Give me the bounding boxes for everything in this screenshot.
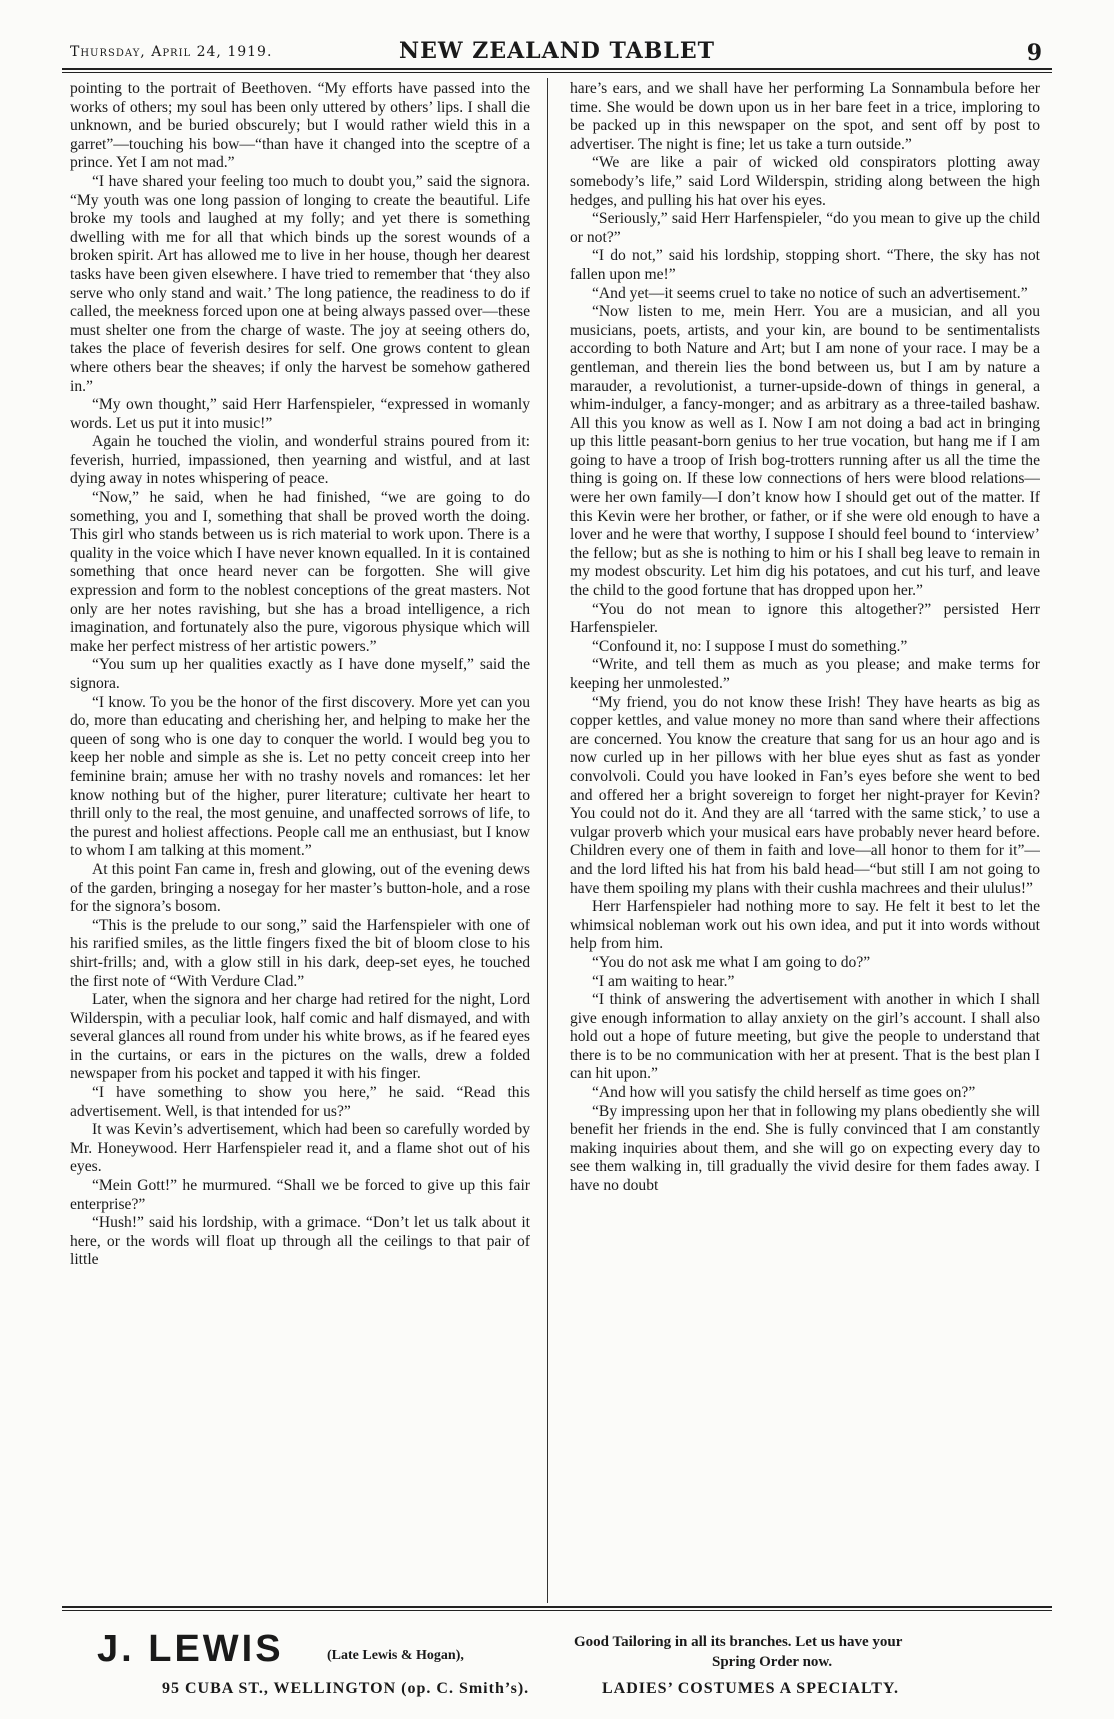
issue-date: Thursday, April 24, 1919. xyxy=(70,44,273,60)
paragraph: pointing to the portrait of Beethoven. “My efforts have passed into the works of others; my soul has been only uttered by others’ lips. I shall die unknown, and be buried obscurely; but I would rather wield this in a garret”—touching his bow—“than have it changed into the sceptre of a prince. Yet I am not mad.” xyxy=(70,80,530,172)
paragraph: It was Kevin’s advertisement, which had been so carefully worded by Mr. Honeywood. Herr Harfenspieler read it, and a flame shot out of his eyes. xyxy=(70,1121,530,1176)
paragraph: hare’s ears, and we shall have her performing La Sonnambula before her time. She would be down upon us in her bare feet in a trice, imploring to be packed up in this newspaper on the spot, and sent off by post to advertiser. The night is fine; let us take a turn outside.” xyxy=(570,80,1040,153)
paragraph: “I am waiting to hear.” xyxy=(592,972,735,990)
paragraph: “You do not mean to ignore this altogether?” persisted Herr Harfenspieler. xyxy=(570,600,1040,637)
paragraph: “We are like a pair of wicked old conspirators plotting away somebody’s life,” said Lord Wilderspin, striding along between the high hedges, and pulling his hat over his eyes. xyxy=(570,154,1040,209)
page-header xyxy=(62,38,1052,66)
paragraph: “Mein Gott!” he murmured. “Shall we be forced to give up this fair enterprise?” xyxy=(70,1177,530,1213)
paragraph: “I do not,” said his lordship, stopping short. “There, the sky has not fallen upon me!” xyxy=(570,247,1040,283)
left-column xyxy=(70,80,530,1590)
advert-line-1: Good Tailoring in all its branches. Let us have your xyxy=(574,1634,903,1650)
header-rule xyxy=(62,68,1052,70)
paragraph: “Write, and tell them as much as you please; and make terms for keeping her unmolested.” xyxy=(570,656,1040,692)
paragraph: “I know. To you be the honor of the first discovery. More yet can you do, more than educating and cherishing her, and helping to make her the queen of song who is one day to conquer the world. I would beg you to keep her noble and simple as she is. Let no petty conceit creep into her feminine brain; amuse her with no trashy novels and romances: let her know nothing but of the higher, purer literature; cultivate her heart to thrill only to the real, the most genuine, and unaffected sorrows of life, to the purest and holiest affections. People call me an enthusiast, but I know to whom I am talking at this moment.” xyxy=(70,693,530,860)
paragraph: “Hush!” said his lordship, with a grimace. “Don’t let us talk about it here, or the words will float up through all the ceilings to that pair of little xyxy=(70,1214,530,1269)
advert-late: (Late Lewis & Hogan), xyxy=(327,1648,464,1663)
advert-name: J. LEWIS xyxy=(97,1628,284,1670)
paragraph: “Seriously,” said Herr Harfenspieler, “do you mean to give up the child or not?” xyxy=(570,210,1040,246)
paragraph: “By impressing upon her that in following my plans obediently she will benefit her friends in the end. She is fully convinced that I am constantly making inquiries about them, and she will go on expecting every day to see them walking in, till gradually the vivid desire for them fades away. I have no doubt xyxy=(570,1102,1040,1195)
advert-address: 95 CUBA ST., WELLINGTON (op. C. Smith’s). xyxy=(162,1680,530,1697)
paragraph: “I think of answering the advertisement with another in which I shall give enough information to allay anxiety on the girl’s account. I shall also hold out a hope of future meeting, but give the people to understand that there is to be no communication with her at present. That is the best plan I can hit upon.” xyxy=(570,991,1040,1083)
header-rule-thin xyxy=(62,72,1052,73)
paragraph: “My own thought,” said Herr Harfenspieler, “expressed in womanly words. Let us put it into music!” xyxy=(70,396,530,432)
right-column xyxy=(570,80,1040,1590)
publication-title: NEW ZEALAND TABLET xyxy=(399,38,715,64)
paragraph: “I have shared your feeling too much to doubt you,” said the signora. “My youth was one long passion of longing to create the beautiful. Life broke my tools and laughed at my folly; and yet there is something dwelling with me for all that which binds up the sorest wounds of a broken spirit. Art has allowed me to live in her house, though her dearest tasks have been given elsewhere. I have tried to remember that ‘they also serve who only stand and wait.’ The long patience, the readiness to do if called, the meekness forced upon one at being always passed over—these must shelter one from the charge of waste. The joy at seeing others do, takes the place of feverish desires for self. One grows content to glean where others bear the sheaves; if only the harvest be somehow gathered in.” xyxy=(70,172,530,395)
paragraph: “Now,” he said, when he had finished, “we are going to do something, you and I, something that shall be proved worth the doing. This girl who stands between us is rich material to work upon. There is a quality in the voice which I have never known equalled. In it is contained something that once heard never can be forgotten. She will give expression and form to the noblest conceptions of the great masters. Not only are her notes ravishing, but she has a broad intelligence, a rich imagination, and fortunately also the pure, vigorous physique which will make her perfect mistress of her artistic powers.” xyxy=(70,489,530,655)
advert-rule xyxy=(62,1606,1052,1608)
paragraph: “And yet—it seems cruel to take no notice of such an advertisement.” xyxy=(592,284,1028,302)
paragraph: At this point Fan came in, fresh and glowing, out of the evening dews of the garden, bringing a nosegay for her master’s button-hole, and a rose for the signora’s bosom. xyxy=(70,860,530,916)
advertisement xyxy=(62,1614,1052,1709)
advert-line-2: Spring Order now. xyxy=(712,1654,833,1670)
paragraph: Later, when the signora and her charge had retired for the night, Lord Wilderspin, with a peculiar look, half comic and half dismayed, and with several glances all round from under his white brows, as if he feared eyes in the curtains, or ears in the pictures on the walls, drew a folded newspaper from his pocket and tapped it with his finger. xyxy=(70,991,530,1083)
paragraph: “Confound it, no: I suppose I must do something.” xyxy=(592,637,908,655)
page-number: 9 xyxy=(1026,40,1042,66)
paragraph: “Now listen to me, mein Herr. You are a musician, and all you musicians, poets, artists, and your kin, are bound to be sentimentalists according to both Nature and Art; but I am none of your race. I may be a gentleman, and therein lies the bond between us, but I am by nature a marauder, a revolutionist, a turner-upside-down of things in general, a whim-indulger, a fancy-monger; and as arbitrary as a three-tailed bashaw. All this you know as well as I. Now I am not doing a bad act in bringing up this little peasant-born genius to her true vocation, but hang me if I am going to have a troop of Irish bog-trotters running after us all the time the thing is going on. If these low connections of hers were blood relations—were her own family—I don’t know how I should get out of the matter. If this Kevin were her brother, or father, or if she were old enough to have a lover and he were that worthy, I suppose I should feel bound to ‘interview’ the fellow; but as she is nothing to him or his I shall beg leave to remain in my modest obscurity. Let him dig his potatoes, and cut his turf, and leave the child to the good fortune that has dropped upon her.” xyxy=(570,303,1040,600)
advert-line-3: LADIES’ COSTUMES A SPECIALTY. xyxy=(602,1680,899,1697)
paragraph: Again he touched the violin, and wonderful strains poured from it: feverish, hurried, impassioned, then yearning and wistful, and at last dying away in notes whispering of peace. xyxy=(70,433,530,488)
advert-rule-thin xyxy=(62,1610,1052,1611)
paragraph: “You do not ask me what I am going to do?” xyxy=(592,953,871,971)
paragraph: “I have something to show you here,” he said. “Read this advertisement. Well, is that intended for us?” xyxy=(70,1084,530,1120)
paragraph: “My friend, you do not know these Irish! They have hearts as big as copper kettles, and value money no more than sand where their affections are concerned. You know the creature that sang for us an hour ago and is now curled up in her pillows with her blue eyes shut as fast as yonder convolvoli. Could you have looked in Fan’s eyes before she went to bed and offered her a bright sovereign to forget her night-prayer for Kevin? You could not do it. And they are all ‘tarred with the same stick,’ to use a vulgar proverb which your musical ears have probably never heard before. Children every one of them in faith and love—all honor to them for it”—and the lord lifted his hat from his bald head—“but still I am not going to have them spoiling my plans with their cushla machrees and their ululus!” xyxy=(570,693,1040,897)
paragraph: “And how will you satisfy the child herself as time goes on?” xyxy=(592,1084,976,1102)
paragraph: “This is the prelude to our song,” said the Harfenspieler with one of his rarified smiles, as the little fingers fixed the bit of bloom close to his shirt-frills; and, with a glow still in his dark, deep-set eyes, he touched the first note of “With Verdure Clad.” xyxy=(70,916,530,990)
column-divider xyxy=(547,78,548,1603)
paragraph: “You sum up her qualities exactly as I have done myself,” said the signora. xyxy=(70,656,530,692)
paragraph: Herr Harfenspieler had nothing more to say. He felt it best to let the whimsical nobleman work out his own idea, and put it into words without help from him. xyxy=(570,898,1040,953)
